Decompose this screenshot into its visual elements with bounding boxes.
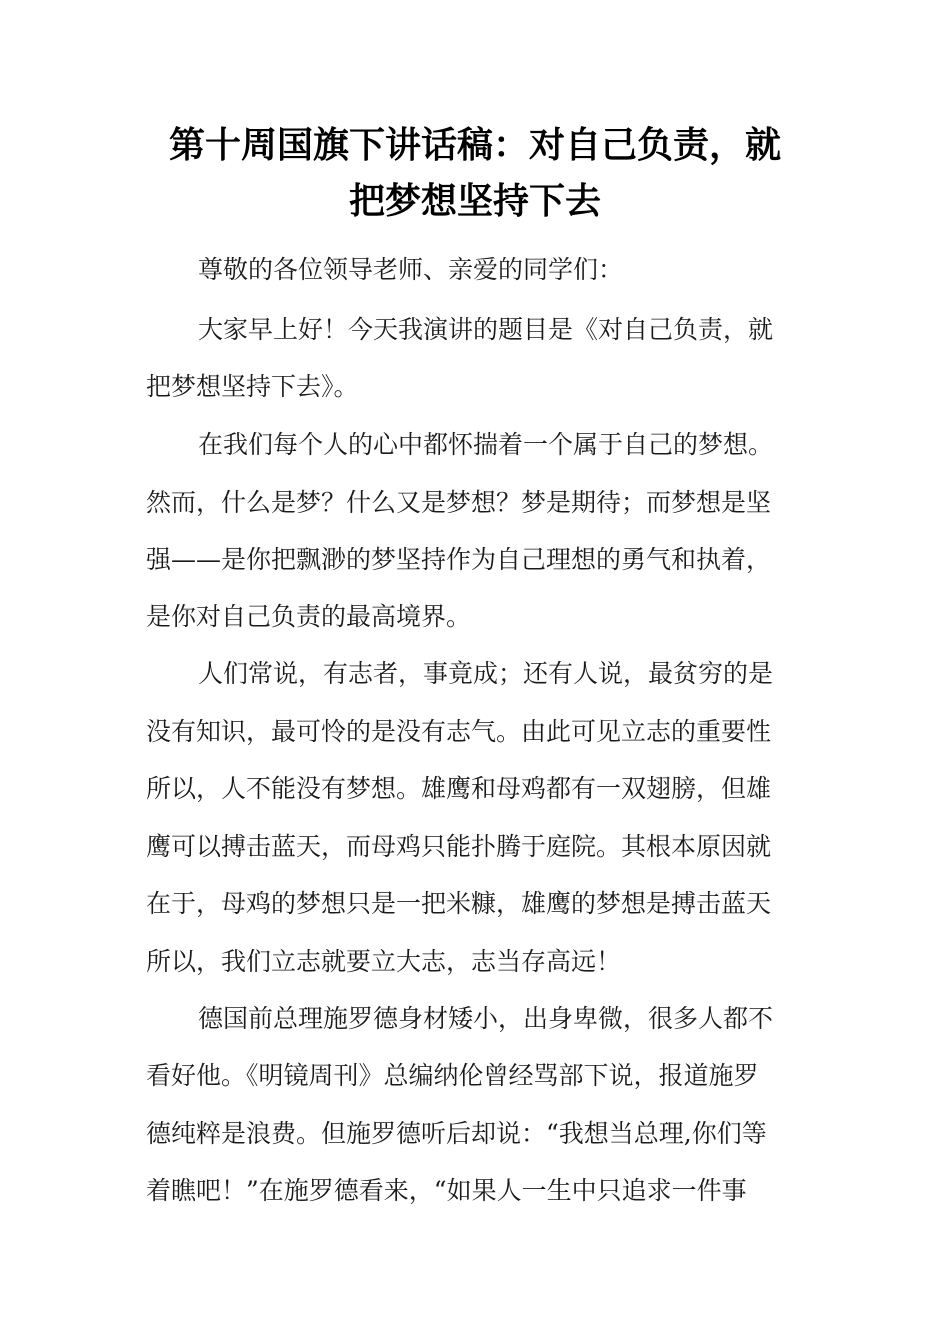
paragraph-line: 在我们每个人的心中都怀揣着一个属于自己的梦想。: [198, 430, 774, 459]
document-title-line-1: 第十周国旗下讲话稿：对自己负责，就: [168, 125, 781, 166]
paragraph-line: 把梦想坚持下去》。: [146, 372, 359, 401]
paragraph-line: 强——是你把飘渺的梦坚持作为自己理想的勇气和执着，: [146, 545, 772, 574]
paragraph-line: 所以，我们立志就要立大志，志当存高远！: [146, 947, 622, 976]
paragraph-line: 没有知识，最可怜的是没有志气。由此可见立志的重要性: [146, 717, 772, 746]
paragraph-line: 人们常说，有志者，事竟成；还有人说，最贫穷的是: [198, 659, 774, 688]
paragraph-line: 大家早上好！今天我演讲的题目是《对自己负责，就: [198, 315, 774, 344]
paragraph-line: 德国前总理施罗德身材矮小，出身卑微，很多人都不: [198, 1004, 774, 1033]
paragraph-line: 是你对自己负责的最高境界。: [146, 602, 472, 631]
paragraph-line: 看好他。《明镜周刊》总编纳伦曾经骂部下说，报道施罗: [146, 1061, 759, 1090]
paragraph-line: 鹰可以搏击蓝天，而母鸡只能扑腾于庭院。其根本原因就: [146, 832, 772, 861]
paragraph-line: 德纯粹是浪费。但施罗德听后却说：“我想当总理,你们等: [146, 1119, 767, 1148]
paragraph-line: 然而，什么是梦？什么又是梦想？梦是期待；而梦想是坚: [146, 488, 772, 517]
paragraph-line: 所以，人不能没有梦想。雄鹰和母鸡都有一双翅膀，但雄: [146, 774, 772, 803]
paragraph-line: 在于，母鸡的梦想只是一把米糠，雄鹰的梦想是搏击蓝天: [146, 889, 772, 918]
document-title-line-2: 把梦想坚持下去: [348, 181, 601, 222]
salutation: 尊敬的各位领导老师、亲爱的同学们：: [198, 255, 624, 284]
paragraph-line: 着瞧吧！”在施罗德看来，“如果人一生中只追求一件事: [146, 1176, 747, 1205]
